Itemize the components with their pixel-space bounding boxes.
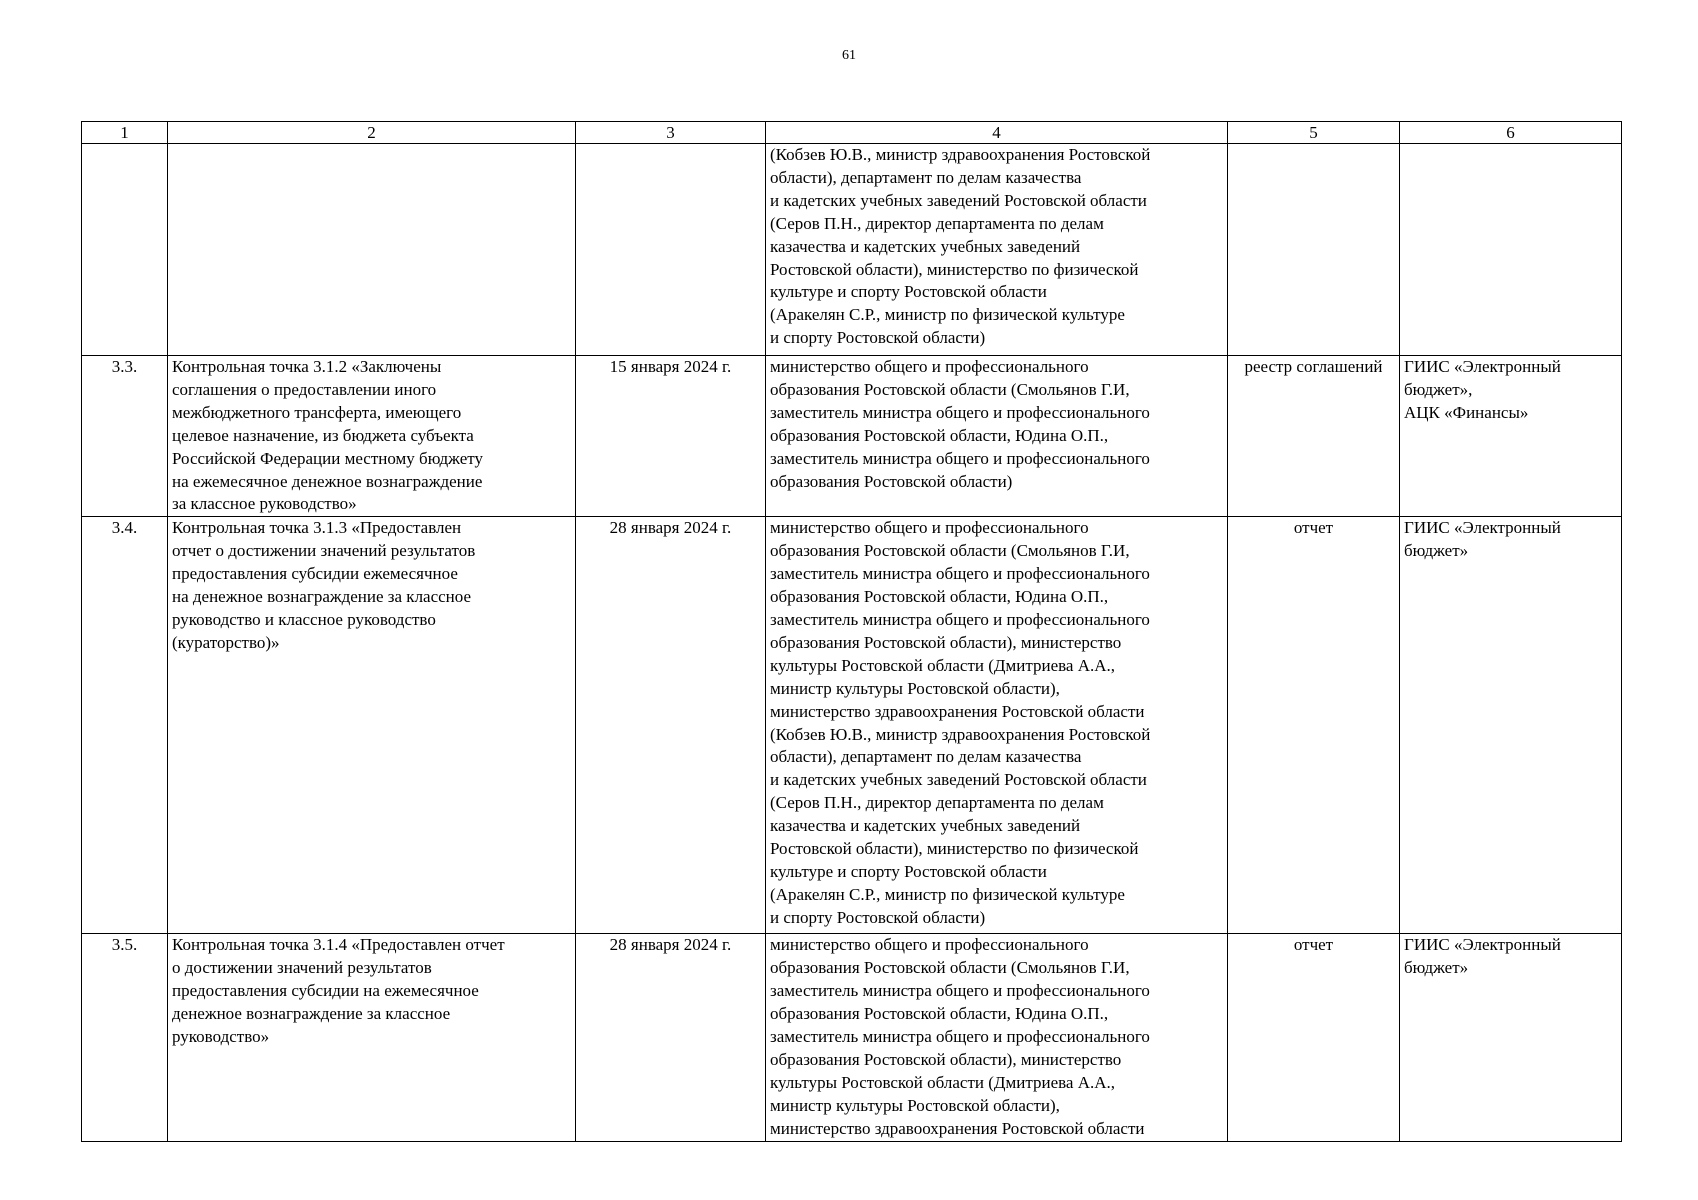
cell-document-type [1228, 144, 1400, 356]
cell-line: бюджет» [1404, 541, 1469, 561]
cell-deadline: 28 января 2024 г. [576, 517, 766, 934]
cell-line: межбюджетного трансферта, имеющего [172, 402, 462, 422]
cell-line: министр культуры Ростовской области), [770, 1095, 1060, 1115]
cell-line: (Серов П.Н., директор департамента по делам [770, 793, 1104, 813]
cell-deadline [576, 144, 766, 356]
cell-line: министерство здравоохранения Ростовской области [770, 1118, 1145, 1138]
cell-line: Контрольная точка 3.1.4 «Предоставлен отчет [172, 935, 505, 955]
cell-line: за классное руководство» [172, 494, 357, 514]
cell-control-point [168, 356, 576, 517]
cell-line: министерство общего и профессионального [770, 357, 1089, 376]
cell-information-system [1400, 517, 1622, 934]
cell-deadline: 15 января 2024 г. [576, 356, 766, 517]
cell-line: заместитель министра общего и профессионального [770, 981, 1150, 1001]
column-header: 5 [1228, 122, 1400, 144]
cell-line: предоставления субсидии на ежемесячное [172, 981, 479, 1001]
cell-line: образования Ростовской области), министерство [770, 632, 1122, 652]
table-row [82, 144, 1622, 356]
cell-line: культуры Ростовской области (Дмитриева А.А., [770, 1072, 1116, 1092]
cell-line: заместитель министра общего и профессионального [770, 402, 1150, 422]
cell-deadline: 28 января 2024 г. [576, 934, 766, 1142]
cell-line: образования Ростовской области (Смольянов Г.И, [770, 541, 1130, 561]
cell-line: и кадетских учебных заведений Ростовской области [770, 190, 1147, 210]
cell-line: культуре и спорту Ростовской области [770, 282, 1047, 302]
table-body [82, 122, 1622, 1142]
cell-document-type: реестр соглашений [1228, 356, 1400, 517]
cell-line: образования Ростовской области) [770, 471, 1013, 491]
cell-line: заместитель министра общего и профессионального [770, 564, 1150, 584]
cell-line: денежное вознаграждение за классное [172, 1004, 451, 1024]
cell-line: руководство» [172, 1026, 270, 1046]
cell-line: и спорту Ростовской области) [770, 328, 986, 348]
cell-line: (кураторство)» [172, 632, 280, 652]
cell-responsible [766, 356, 1228, 517]
cell-line: на денежное вознаграждение за классное [172, 587, 472, 607]
header-row [82, 122, 1622, 144]
cell-line: отчет о достижении значений результатов [172, 541, 476, 561]
cell-information-system [1400, 934, 1622, 1142]
cell-line: (Серов П.Н., директор департамента по делам [770, 213, 1104, 233]
cell-line: (Кобзев Ю.В., министр здравоохранения Ростовской [770, 145, 1151, 164]
cell-line: образования Ростовской области), министерство [770, 1049, 1122, 1069]
cell-line: (Кобзев Ю.В., министр здравоохранения Ростовской [770, 724, 1151, 744]
cell-line: области), департамент по делам казачества [770, 747, 1082, 767]
cell-line: Российской Федерации местному бюджету [172, 448, 483, 468]
cell-document-type: отчет [1228, 934, 1400, 1142]
cell-line: Контрольная точка 3.1.3 «Предоставлен [172, 518, 462, 538]
table-row [82, 356, 1622, 517]
cell-number: 3.5. [82, 934, 168, 1142]
cell-line: и спорту Ростовской области) [770, 907, 986, 927]
cell-line: министерство общего и профессионального [770, 935, 1089, 955]
cell-line: области), департамент по делам казачества [770, 167, 1082, 187]
cell-line: казачества и кадетских учебных заведений [770, 816, 1081, 836]
page-number: 61 [842, 48, 856, 63]
cell-document-type: отчет [1228, 517, 1400, 934]
cell-line: ГИИС «Электронный [1404, 518, 1561, 538]
column-header: 4 [766, 122, 1228, 144]
cell-line: образования Ростовской области (Смольянов Г.И, [770, 958, 1130, 978]
control-points-table [81, 121, 1622, 1142]
cell-information-system [1400, 356, 1622, 517]
cell-responsible [766, 934, 1228, 1142]
cell-line: министерство общего и профессионального [770, 518, 1089, 538]
cell-line: бюджет», [1404, 379, 1473, 399]
cell-line: бюджет» [1404, 958, 1469, 978]
cell-line: образования Ростовской области (Смольянов Г.И, [770, 379, 1130, 399]
cell-line: культуры Ростовской области (Дмитриева А.А., [770, 655, 1116, 675]
cell-line: образования Ростовской области, Юдина О.П., [770, 425, 1109, 445]
cell-control-point [168, 934, 576, 1142]
cell-line: министерство здравоохранения Ростовской области [770, 701, 1145, 721]
table-row [82, 934, 1622, 1142]
column-header: 1 [82, 122, 168, 144]
cell-line: образования Ростовской области, Юдина О.П., [770, 1004, 1109, 1024]
cell-line: Ростовской области), министерство по физической [770, 259, 1139, 279]
cell-line: предоставления субсидии ежемесячное [172, 564, 458, 584]
cell-responsible [766, 144, 1228, 356]
cell-number [82, 144, 168, 356]
cell-number: 3.3. [82, 356, 168, 517]
cell-line: на ежемесячное денежное вознаграждение [172, 471, 483, 491]
cell-responsible [766, 517, 1228, 934]
cell-line: руководство и классное руководство [172, 609, 436, 629]
cell-line: казачества и кадетских учебных заведений [770, 236, 1081, 256]
cell-line: (Аракелян С.Р., министр по физической культуре [770, 884, 1125, 904]
table-row [82, 517, 1622, 934]
cell-line: ГИИС «Электронный [1404, 357, 1561, 376]
cell-line: Ростовской области), министерство по физической [770, 839, 1139, 859]
cell-line: образования Ростовской области, Юдина О.П., [770, 587, 1109, 607]
cell-line: заместитель министра общего и профессионального [770, 448, 1150, 468]
cell-line: целевое назначение, из бюджета субъекта [172, 425, 474, 445]
cell-number: 3.4. [82, 517, 168, 934]
cell-line: заместитель министра общего и профессионального [770, 1026, 1150, 1046]
column-header: 2 [168, 122, 576, 144]
cell-line: министр культуры Ростовской области), [770, 678, 1060, 698]
cell-line: заместитель министра общего и профессионального [770, 609, 1150, 629]
cell-control-point [168, 517, 576, 934]
cell-line: и кадетских учебных заведений Ростовской области [770, 770, 1147, 790]
column-header: 3 [576, 122, 766, 144]
cell-line: (Аракелян С.Р., министр по физической культуре [770, 305, 1125, 325]
cell-line: Контрольная точка 3.1.2 «Заключены [172, 357, 442, 376]
cell-control-point [168, 144, 576, 356]
cell-line: о достижении значений результатов [172, 958, 432, 978]
cell-line: соглашения о предоставлении иного [172, 379, 437, 399]
cell-line: культуре и спорту Ростовской области [770, 861, 1047, 881]
cell-line: ГИИС «Электронный [1404, 935, 1561, 955]
cell-line: АЦК «Финансы» [1404, 402, 1529, 422]
cell-information-system [1400, 144, 1622, 356]
column-header: 6 [1400, 122, 1622, 144]
